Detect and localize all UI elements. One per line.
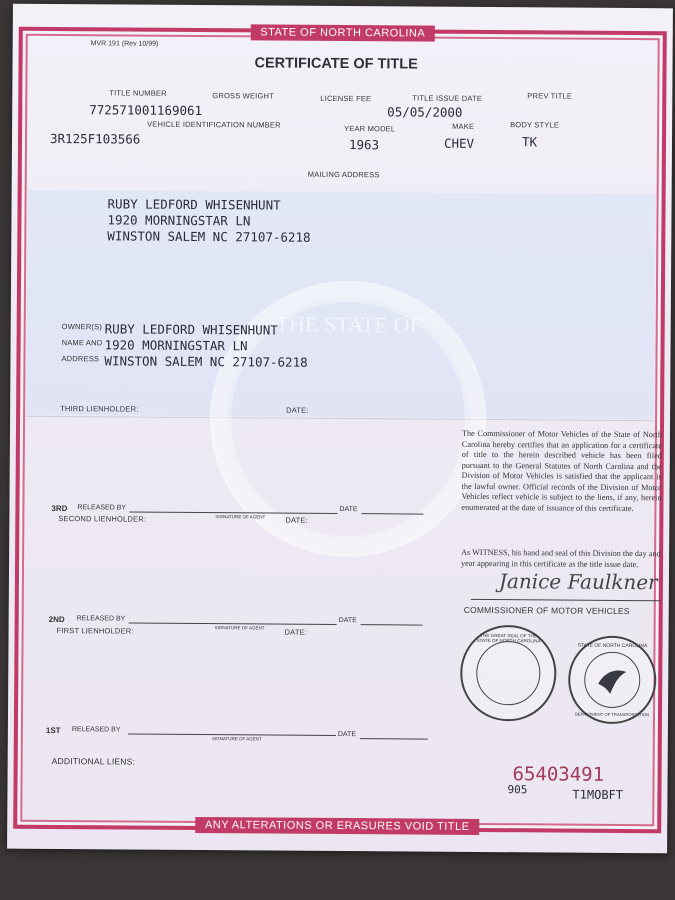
- label-prev-title: PREV TITLE: [527, 91, 573, 101]
- label-commissioner: COMMISSIONER OF MOTOR VEHICLES: [463, 604, 630, 617]
- label-3rd-released-by: RELEASED BY: [77, 504, 127, 512]
- code-right: T1MOBFT: [572, 787, 624, 802]
- banner-bottom-text: ANY ALTERATIONS OR ERASURES VOID TITLE: [195, 817, 480, 835]
- rank-1st: 1ST: [45, 725, 61, 736]
- dot-seal-text: STATE OF NORTH CAROLINA: [577, 642, 648, 650]
- owner-line-3: WINSTON SALEM NC 27107-6218: [104, 353, 308, 370]
- label-make: MAKE: [452, 121, 475, 131]
- label-year-model: YEAR MODEL: [344, 124, 396, 134]
- mailing-line-1: RUBY LEDFORD WHISENHUNT: [107, 196, 281, 213]
- label-3rd-signature-of-agent: SIGNATURE OF AGENT: [215, 514, 266, 520]
- label-license-fee: LICENSE FEE: [320, 93, 372, 104]
- rank-2nd: 2ND: [48, 614, 65, 625]
- great-seal-text: THE GREAT SEAL OF THE STATE OF NORTH CAROLINA: [476, 632, 541, 644]
- control-number: 65403491: [512, 763, 605, 786]
- dot-seal-bottom-text: DEPARTMENT OF TRANSPORTATION: [574, 711, 650, 718]
- commissioner-signature: Janice Faulkner: [498, 569, 658, 595]
- label-title-issue-date: TITLE ISSUE DATE: [412, 93, 483, 103]
- year-model-value: 1963: [348, 137, 380, 153]
- label-3rd-date: DATE: [339, 505, 358, 514]
- owner-line-1: RUBY LEDFORD WHISENHUNT: [104, 321, 278, 338]
- banner-top-text: STATE OF NORTH CAROLINA: [250, 24, 435, 41]
- label-gross-weight: GROSS WEIGHT: [212, 91, 274, 101]
- label-second-date: DATE:: [285, 515, 308, 525]
- label-name-and: NAME AND: [61, 338, 103, 348]
- label-vin: VEHICLE IDENTIFICATION NUMBER: [147, 119, 281, 130]
- footer-banner: [7, 813, 667, 840]
- make-value: CHEV: [443, 135, 475, 151]
- mailing-line-2: 1920 MORNINGSTAR LN: [107, 212, 251, 229]
- dot-seal: [568, 636, 657, 725]
- vin-value: 3R125F103566: [49, 130, 141, 147]
- great-seal: [460, 625, 557, 722]
- label-1st-signature-of-agent: SIGNATURE OF AGENT: [211, 736, 262, 742]
- label-owners: OWNER(S): [61, 322, 103, 332]
- label-2nd-date: DATE: [338, 616, 357, 625]
- owner-line-2: 1920 MORNINGSTAR LN: [104, 337, 248, 354]
- label-address: ADDRESS: [61, 354, 100, 364]
- code-left: 905: [507, 783, 528, 797]
- witness-text: As WITNESS, his hand and seal of this Division the day and year appearing in this certificate as the title issue date.: [461, 547, 661, 569]
- mailing-line-3: WINSTON SALEM NC 27107-6218: [107, 228, 311, 245]
- label-1st-date: DATE: [337, 730, 357, 739]
- title-certificate: [7, 4, 673, 854]
- label-first-date: DATE:: [284, 627, 308, 637]
- label-third-lienholder: THIRD LIENHOLDER:: [60, 404, 139, 414]
- label-mailing-address: MAILING ADDRESS: [307, 169, 380, 180]
- label-third-date: DATE:: [286, 405, 309, 415]
- watermark-text: THE STATE OF: [275, 311, 422, 338]
- title-issue-date-value: 05/05/2000: [387, 104, 463, 120]
- label-additional-liens: ADDITIONAL LIENS:: [51, 755, 136, 767]
- certification-text: The Commissioner of Motor Vehicles of the State of North Carolina hereby certifies that an application for a certificate of title to the herein described vehicle has been filed pursuant to the General Statutes of North Carolina and the Division of Motor Vehicles is satisfied that the applicant is the lawful owner. Official records of the Division of Motor Vehicles reflect vehicle is subject to the liens, if any, herein enumerated at the date of issuance of this certificate.: [461, 428, 662, 513]
- form-number: MVR 191 (Rev 10/99): [90, 40, 159, 48]
- label-2nd-released-by: RELEASED BY: [76, 615, 126, 623]
- label-body-style: BODY STYLE: [510, 120, 560, 130]
- label-1st-released-by: RELEASED BY: [71, 726, 121, 734]
- title-number-value: 772571001169061: [89, 102, 203, 119]
- label-second-lienholder: SECOND LIENHOLDER:: [58, 514, 147, 524]
- document-title: CERTIFICATE OF TITLE: [254, 55, 418, 73]
- label-title-number: TITLE NUMBER: [109, 88, 167, 98]
- label-2nd-signature-of-agent: SIGNATURE OF AGENT: [214, 625, 265, 631]
- dot-emblem-icon: [594, 662, 630, 698]
- label-first-lienholder: FIRST LIENHOLDER:: [56, 626, 134, 636]
- rank-3rd: 3RD: [51, 503, 68, 514]
- body-style-value: TK: [521, 134, 538, 150]
